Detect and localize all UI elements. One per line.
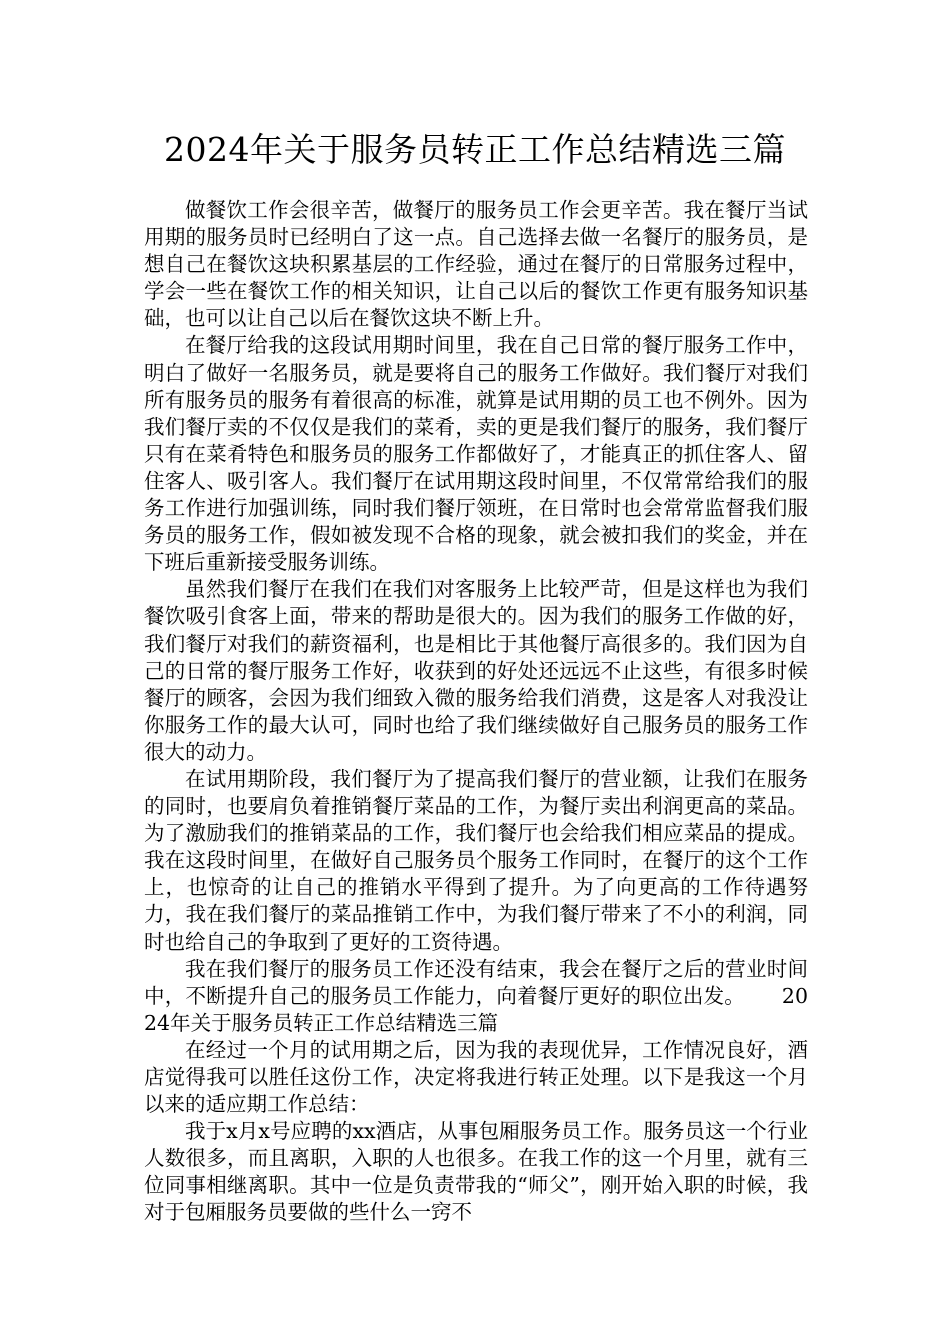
paragraph-5 <box>144 956 808 1037</box>
paragraph-1: 做餐饮工作会很辛苦，做餐厅的服务员工作会更辛苦。我在餐厅当试用期的服务员时已经明白了这一点。自己选择去做一名餐厅的服务员，是想自己在餐饮这块积累基层的工作经验，通过在餐厅的日常服务过程中，学会一些在餐饮工作的相关知识，让自己以后的餐饮工作更有服务知识基础，也可以让自己以后在餐饮这块不断上升。 <box>144 198 808 331</box>
inline-title: 2024年关于服务员转正工作总结精选三篇 <box>144 983 808 1035</box>
paragraph-2: 在餐厅给我的这段试用期时间里，我在自己日常的餐厅服务工作中，明白了做好一名服务员，就是要将自己的服务工作做好。我们餐厅对我们所有服务员的服务有着很高的标准，就算是试用期的员工也不例外。因为我们餐厅卖的不仅仅是我们的菜肴，卖的更是我们餐厅的服务，我们餐厅只有在菜肴特色和服务员的服务工作都做好了，才能真正的抓住客人、留住客人、吸引客人。我们餐厅在试用期这段时间里，不仅常常给我们的服务工作进行加强训练，同时我们餐厅领班，在日常时也会常常监督我们服务员的服务工作，假如被发现不合格的现象，就会被扣我们的奖金，并在下班后重新接受服务训练。 <box>144 333 808 575</box>
document-body <box>144 197 808 1227</box>
paragraph-4: 在试用期阶段，我们餐厅为了提高我们餐厅的营业额，让我们在服务的同时，也要肩负着推销餐厅菜品的工作，为餐厅卖出利润更高的菜品。为了激励我们的推销菜品的工作，我们餐厅也会给我们相应菜品的提成。我在这段时间里，在做好自己服务员个服务工作同时，在餐厅的这个工作上，也惊奇的让自己的推销水平得到了提升。为了向更高的工作待遇努力，我在我们餐厅的菜品推销工作中，为我们餐厅带来了不小的利润，同时也给自己的争取到了更好的工资待遇。 <box>144 766 808 954</box>
document-title: 2024年关于服务员转正工作总结精选三篇 <box>164 130 786 169</box>
paragraph-7: 我于x月x号应聘的xx酒店，从事包厢服务员工作。服务员这一个行业人数很多，而且离职，入职的人也很多。在我工作的这一个月里，就有三位同事相继离职。其中一位是负责带我的“师父”，刚开始入职的时候，我对于包厢服务员要做的些什么一窍不 <box>144 1119 808 1225</box>
paragraph-5-text: 我在我们餐厅的服务员工作还没有结束，我会在餐厅之后的营业时间中，不断提升自己的服务员工作能力，向着餐厅更好的职位出发。 <box>144 956 808 1008</box>
paragraph-3: 虽然我们餐厅在我们在我们对客服务上比较严苛，但是这样也为我们餐饮吸引食客上面，带来的帮助是很大的。因为我们的服务工作做的好，我们餐厅对我们的薪资福利，也是相比于其他餐厅高很多的。我们因为自己的日常的餐厅服务工作好，收获到的好处还远远不止这些，有很多时候餐厅的顾客，会因为我们细致入微的服务给我们消费，这是客人对我没让你服务工作的最大认可，同时也给了我们继续做好自己服务员的服务工作很大的动力。 <box>144 577 808 764</box>
paragraph-6: 在经过一个月的试用期之后，因为我的表现优异，工作情况良好，酒店觉得我可以胜任这份工作，决定将我进行转正处理。以下是我这一个月以来的适应期工作总结： <box>144 1037 808 1117</box>
